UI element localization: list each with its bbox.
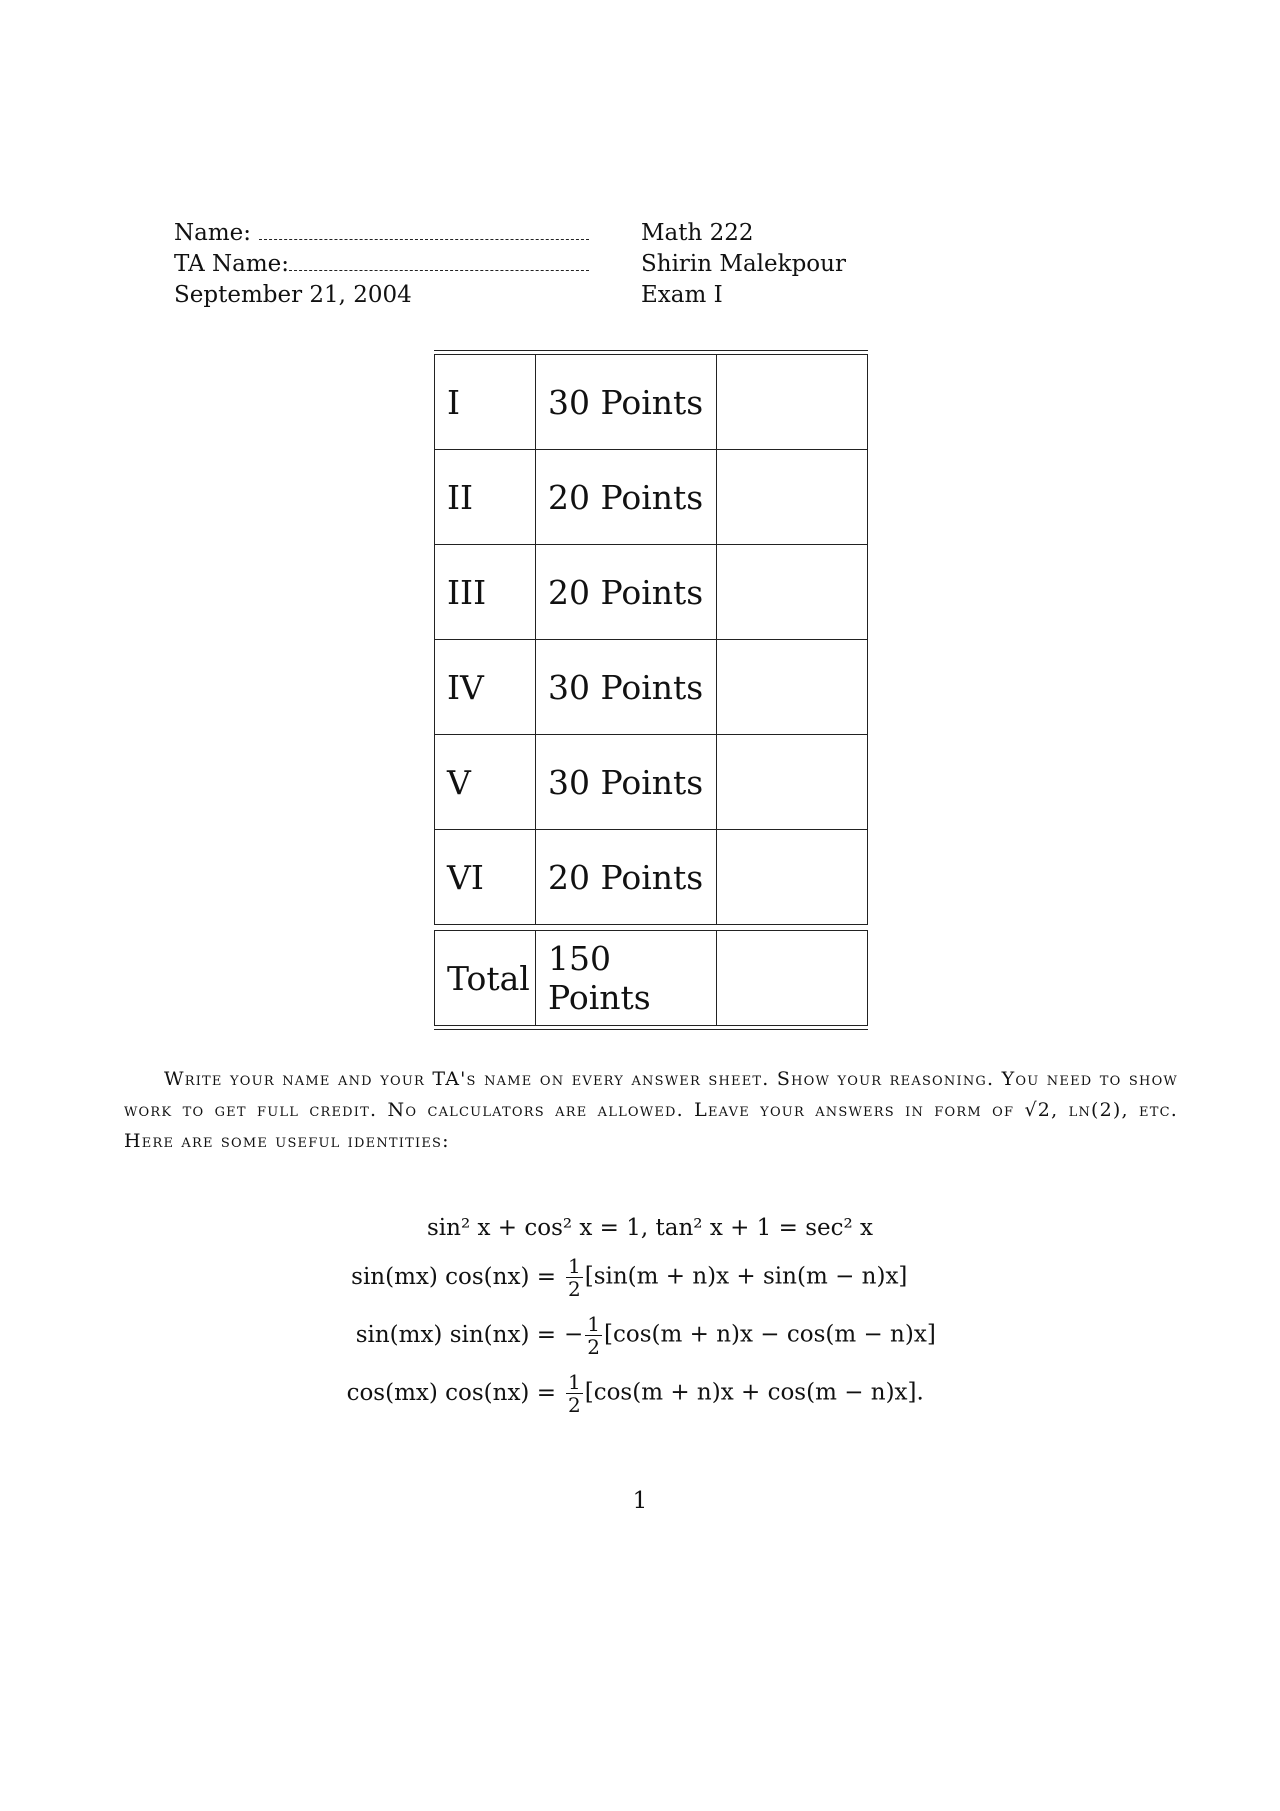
table-row bbox=[434, 545, 868, 640]
identity-rhs-text: [cos(m + n)x + cos(m − n)x]. bbox=[584, 1379, 924, 1405]
identity-sin-cos bbox=[300, 1248, 1000, 1306]
name-blank bbox=[259, 225, 589, 240]
identity-lhs: sin(mx) cos(nx) = bbox=[351, 1264, 556, 1290]
score-cell bbox=[717, 545, 867, 639]
ta-name-blank bbox=[289, 256, 589, 271]
identity-cos-cos bbox=[300, 1364, 1000, 1422]
identity-rhs bbox=[564, 1313, 1000, 1358]
problem-points: 30 Points bbox=[536, 640, 717, 734]
fraction-numerator: 1 bbox=[568, 1253, 581, 1278]
fraction-numerator: 1 bbox=[587, 1311, 601, 1336]
identity-rhs-text: [sin(m + n)x + sin(m − n)x] bbox=[584, 1263, 908, 1289]
identity-rhs bbox=[564, 1255, 1000, 1300]
fraction bbox=[585, 1313, 602, 1358]
score-cell bbox=[717, 830, 867, 924]
fraction-numerator: 1 bbox=[568, 1369, 581, 1394]
score-table bbox=[434, 350, 868, 1030]
exam-instructions: Write your name and your TA's name on every answer sheet. Show your reasoning. You need to show work to get full credit. No calculators are allowed. Leave your answers in form of √2, ln(2), etc. Here are some useful identities: bbox=[124, 1068, 1178, 1152]
header-left bbox=[174, 218, 589, 311]
identity-lhs: sin(mx) sin(nx) = bbox=[355, 1322, 556, 1348]
identity-pythagorean: sin² x + cos² x = 1, tan² x + 1 = sec² x bbox=[426, 1215, 874, 1241]
fraction bbox=[566, 1371, 583, 1416]
score-cell bbox=[717, 450, 867, 544]
table-bottom-rule bbox=[434, 1026, 868, 1030]
problem-number: IV bbox=[435, 640, 536, 734]
minus-sign: − bbox=[564, 1321, 584, 1347]
ta-name-label: TA Name: bbox=[174, 251, 290, 277]
score-cell bbox=[717, 355, 867, 449]
identities bbox=[300, 1208, 1000, 1422]
total-score-cell bbox=[717, 931, 867, 1025]
problem-number: III bbox=[435, 545, 536, 639]
problem-number: V bbox=[435, 735, 536, 829]
fraction-denominator: 2 bbox=[568, 1276, 581, 1301]
problem-number: I bbox=[435, 355, 536, 449]
total-points: 150 Points bbox=[536, 931, 717, 1025]
exam-date: September 21, 2004 bbox=[174, 282, 412, 308]
identity-rhs bbox=[564, 1371, 1000, 1416]
table-row bbox=[434, 735, 868, 830]
problem-number: II bbox=[435, 450, 536, 544]
table-row bbox=[434, 450, 868, 545]
instructor-name: Shirin Malekpour bbox=[641, 251, 846, 277]
total-row bbox=[434, 930, 868, 1026]
ta-name-line bbox=[174, 249, 589, 280]
score-cell bbox=[717, 735, 867, 829]
fraction-denominator: 2 bbox=[568, 1392, 581, 1417]
course-name: Math 222 bbox=[641, 220, 754, 246]
exam-title: Exam I bbox=[641, 282, 723, 308]
name-line bbox=[174, 218, 589, 249]
fraction bbox=[566, 1255, 583, 1300]
header-right bbox=[641, 218, 846, 311]
problem-points: 30 Points bbox=[536, 355, 717, 449]
identity-sin-sin bbox=[300, 1306, 1000, 1364]
problem-points: 30 Points bbox=[536, 735, 717, 829]
identity-lhs: cos(mx) cos(nx) = bbox=[346, 1380, 556, 1406]
problem-number: VI bbox=[435, 830, 536, 924]
fraction-denominator: 2 bbox=[587, 1334, 601, 1359]
identity-rhs-text: [cos(m + n)x − cos(m − n)x] bbox=[604, 1321, 936, 1347]
table-row bbox=[434, 640, 868, 735]
page-number: 1 bbox=[632, 1488, 648, 1514]
score-cell bbox=[717, 640, 867, 734]
problem-points: 20 Points bbox=[536, 830, 717, 924]
problem-points: 20 Points bbox=[536, 545, 717, 639]
table-row bbox=[434, 355, 868, 450]
total-label: Total bbox=[435, 931, 536, 1025]
name-label: Name: bbox=[174, 220, 252, 246]
table-row bbox=[434, 830, 868, 925]
problem-points: 20 Points bbox=[536, 450, 717, 544]
